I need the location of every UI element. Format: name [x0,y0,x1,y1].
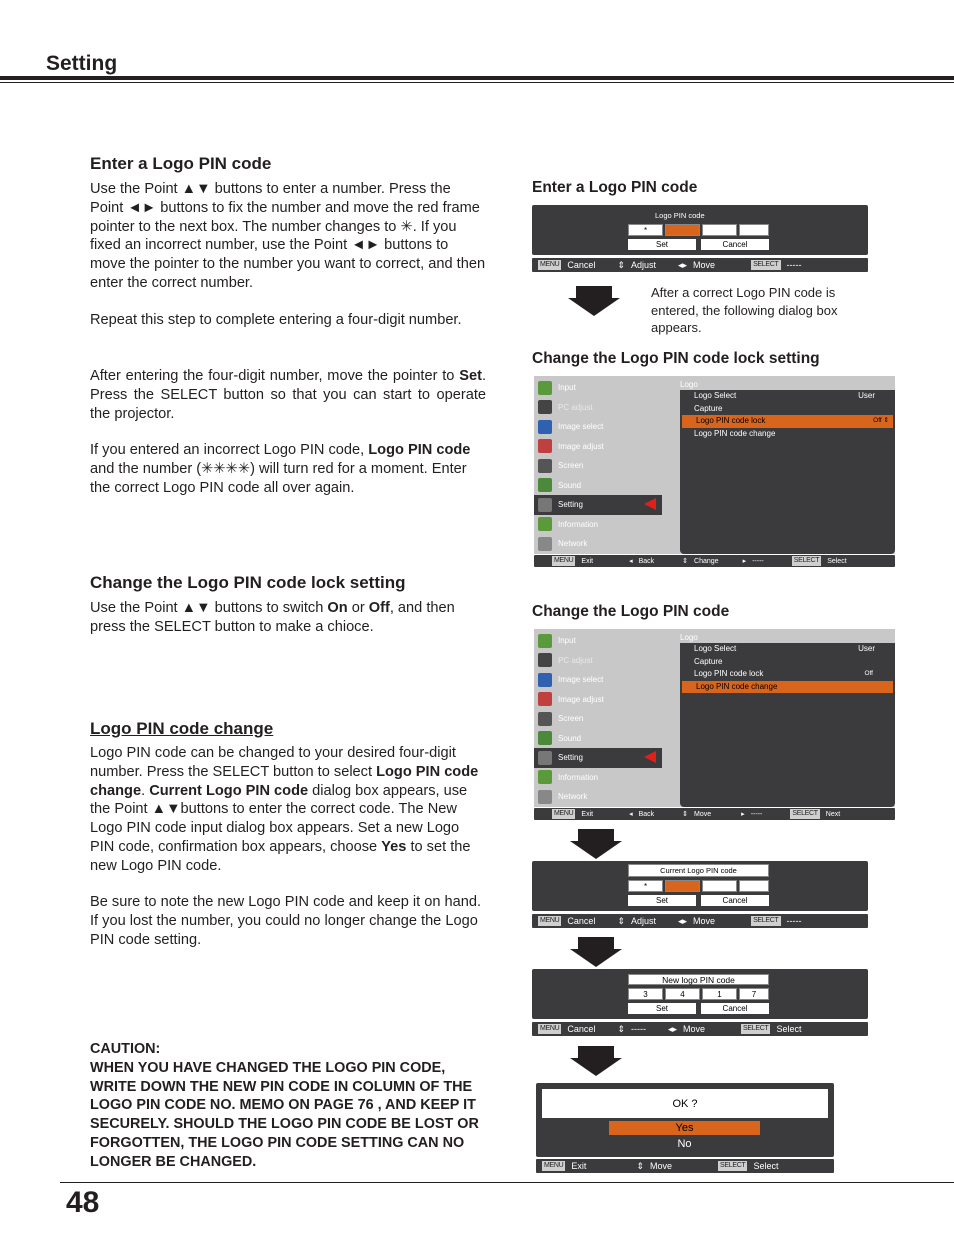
label: Logo [680,380,698,389]
submenu-header [680,629,895,643]
logo-pin-change-item[interactable] [682,681,893,694]
image-select-icon [538,420,552,434]
menu-item-screen[interactable] [534,456,662,476]
leftright-icon: ◂▸ [678,915,688,926]
select-key-icon: SELECT [720,1162,746,1169]
image-select-icon [538,673,552,687]
guide-text: ----- [752,557,764,565]
guide-text: Back [638,557,655,565]
text: Use the Point ▲▼ buttons to enter a number. Press the Point ◄► buttons to fix the number and move the red frame pointer to the next box. The number changes to [90,181,480,235]
label: Logo Select [694,391,737,400]
asterisk-symbols: ✳✳✳✳ [201,460,251,477]
menu-item-sound[interactable] [534,729,662,749]
s2-para [90,599,486,637]
input-icon [538,381,552,395]
label: Input [558,636,576,646]
caution-body: WHEN YOU HAVE CHANGED THE LOGO PIN CODE, WRITE DOWN THE NEW PIN CODE IN COLUMN OF THE LOGO PIN CODE NO. MEMO ON PAGE 76 , AND KEEP IT SECURELY. SHOULD THE LOGO PIN CODE BE LOST OR FORGOTTEN, THE LOGO PIN CODE SETTING CAN NO LONGER BE CHANGED. [90,1059,479,1170]
guide-text: ----- [786,260,802,270]
red-pointer-icon [644,751,656,763]
note-text: After a correct Logo PIN code is entered, the following dialog box appears. [651,285,838,335]
menu-key-icon: MENU [540,1025,560,1032]
text: to set the new Logo PIN code. [90,838,471,874]
label: Network [558,792,588,802]
pin-digit-1[interactable]: * [628,880,663,892]
image-adjust-icon [538,692,552,706]
text: Logo PIN code can be changed to your desired four-digit number. Press the SELECT button to select [90,745,456,780]
pc-adjust-icon [538,400,552,414]
menu-item-network[interactable] [534,534,662,554]
confirm-dialog [536,1083,834,1157]
menu-item-sound[interactable] [534,476,662,496]
value: User [858,644,875,653]
logo-select-item[interactable] [680,643,895,656]
pc-adjust-icon [538,653,552,667]
label: Input [558,383,576,393]
main-menu [534,376,662,554]
menu-item-image-select[interactable] [534,670,662,690]
pin-digit-1[interactable]: * [628,224,663,236]
guide-bar-current [532,914,868,928]
menu-item-image-select[interactable] [534,417,662,437]
menu-key-icon: MENU [554,557,574,564]
down-arrow-icon [570,1046,622,1076]
down-arrow-icon [570,937,622,967]
menu-screen-lock [534,376,895,554]
header-rule [0,76,954,80]
label: Screen [558,461,584,471]
label: Logo Select [694,644,737,653]
screen-icon [538,712,552,726]
updown-icon: ⇕ [636,1160,644,1171]
menu-item-input[interactable] [534,631,662,651]
left-icon: ◂ [629,811,633,818]
label: Network [558,539,588,549]
menu-item-image-adjust[interactable] [534,690,662,710]
label: Logo PIN code lock [694,669,764,678]
gap [662,376,680,554]
information-icon [538,770,552,784]
image-adjust-icon [538,439,552,453]
label: Logo PIN code change [696,681,778,691]
pin-digit-3[interactable]: 1 [702,988,737,1000]
asterisk-symbol: ✳ [400,218,413,235]
label: Image adjust [558,694,604,704]
caption-lock-setting: Change the Logo PIN code lock setting [532,350,820,367]
guide-text: Change [694,557,719,565]
text: . Press the SELECT button so that you can start to operate the projector. [90,368,486,422]
capture-item[interactable] [680,403,895,416]
menu-key-icon: MENU [540,917,560,924]
menu-item-information[interactable] [534,515,662,535]
guide-text: ----- [630,1024,646,1034]
label: Setting [558,500,583,510]
guide-text: Exit [571,1161,587,1171]
section-title: Setting [46,52,118,75]
updown-icon: ⇕ [682,811,689,818]
select-key-icon: SELECT [793,557,820,564]
new-pin-dialog [532,969,868,1019]
text: If you entered an incorrect Logo PIN code, [90,442,369,458]
menu-item-screen[interactable] [534,709,662,729]
logo-submenu [680,376,895,554]
guide-bar-lock [534,555,895,567]
guide-text: Cancel [567,916,596,926]
cancel-button[interactable]: Cancel [701,239,769,250]
guide-text: Select [753,1161,779,1171]
s3-title: Logo PIN code change [90,719,274,738]
pin-digit-4[interactable] [739,224,769,236]
value: User [858,391,875,400]
guide-text: Cancel [567,260,596,270]
logo-pin-change-item[interactable] [680,428,895,441]
guide-text: Move [683,1024,706,1034]
label: PC adjust [558,402,593,412]
capture-item[interactable] [680,656,895,669]
guide-text: Select [827,557,847,565]
label: Logo [680,633,698,642]
cancel-button[interactable]: Cancel [701,895,769,906]
text: . If you fixed an incorrect number, use the Point ◄► buttons to move the pointer to the number you want to correct, and then enter the correct number. [90,218,486,291]
set-button[interactable]: Set [628,239,696,250]
bold-text: On [327,600,348,616]
label: Capture [694,656,723,666]
leftright-icon: ◂▸ [678,259,688,270]
guide-text: ----- [786,916,802,926]
ok-question: OK ? [542,1089,828,1118]
current-pin-dialog [532,861,868,911]
s1-title: Enter a Logo PIN code [90,154,272,173]
updown-icon: ⇕ [617,915,625,926]
pin-digit-4[interactable] [739,880,769,892]
menu-item-pc-adjust[interactable] [534,651,662,671]
guide-text: Next [825,810,841,818]
dialog-title: Logo PIN code [655,211,705,220]
menu-list [534,629,662,807]
label: Image select [558,422,604,432]
text: ) will turn red for a moment. Enter the correct Logo PIN code all over again. [90,460,467,496]
guide-text: Adjust [630,916,656,926]
label: Information [558,772,599,782]
value: Off ⇕ [873,417,889,424]
logo-select-item[interactable] [680,390,895,403]
down-arrow-icon [570,829,622,859]
setting-icon [538,751,552,765]
caution-title: CAUTION: [90,1041,161,1057]
guide-text: ----- [750,810,763,818]
guide-bar-change [534,808,895,820]
pin-digit-1[interactable]: 3 [628,988,663,1000]
dialog-title: Current Logo PIN code [628,864,769,877]
submenu-header [680,376,895,390]
pin-entry-dialog [532,205,868,255]
pin-digit-2[interactable] [665,224,700,236]
main-menu [534,629,662,807]
select-key-icon: SELECT [753,917,779,924]
menu-key-icon: MENU [544,1162,564,1169]
guide-text: Move [649,1161,672,1171]
s1-para1 [90,180,486,293]
pin-digit-3[interactable] [702,224,737,236]
red-pointer-icon [644,498,656,510]
text: dialog box appears, use the Point ▲▼buttons to enter the correct code. The New Logo PIN code input dialog box appears. Set a new Logo PIN code, confirmation box appears, choose [90,782,468,855]
updown-icon: ⇕ [617,259,625,270]
guide-text: Cancel [567,1024,596,1034]
logo-submenu [680,629,895,807]
pin-digit-2[interactable] [665,880,700,892]
leftright-icon: ◂▸ [667,1023,678,1034]
guide-text: Move [694,810,712,818]
dialog-title: New logo PIN code [628,974,769,985]
pin-digit-3[interactable] [702,880,737,892]
gap [662,629,680,807]
yes-button[interactable]: Yes [609,1121,760,1135]
s1-para4 [90,441,486,497]
guide-text: Select [776,1024,802,1034]
caption-change-pin: Change the Logo PIN code [532,603,730,620]
menu-item-pc-adjust[interactable] [534,398,662,418]
updown-icon: ⇕ [682,558,689,565]
guide-text: Move [693,260,716,270]
menu-screen-change [534,629,895,807]
label: Sound [558,480,582,490]
input-icon [538,634,552,648]
label: PC adjust [558,655,593,665]
text: . [141,782,150,799]
s1-para3 [90,367,486,423]
s3-para1 [90,744,486,876]
network-icon [538,537,552,551]
left-icon: ◂ [629,558,633,565]
guide-bar [532,258,868,272]
guide-bar-confirm [536,1159,834,1173]
footer-rule [60,1182,954,1183]
logo-pin-lock-item[interactable] [680,668,895,681]
menu-list [534,376,662,554]
guide-bar-new [532,1022,868,1036]
s2-title: Change the Logo PIN code lock setting [90,573,406,592]
sound-icon [538,478,552,492]
updown-icon: ⇕ [617,1023,625,1034]
page-number: 48 [66,1186,100,1219]
set-button[interactable]: Set [628,1003,696,1014]
setting-icon [538,498,552,512]
guide-text: Adjust [630,260,656,270]
menu-key-icon: MENU [540,261,560,268]
pin-digit-4[interactable]: 7 [739,988,769,1000]
information-icon [538,517,552,531]
bold-text: Yes [381,838,407,855]
text: or [347,600,369,616]
guide-text: Exit [581,810,594,818]
set-button[interactable]: Set [628,895,696,906]
guide-text: Back [638,810,655,818]
caution-block [90,1040,490,1172]
logo-pin-lock-item[interactable] [682,415,893,428]
pin-digit-2[interactable]: 4 [665,988,700,1000]
label: Capture [694,403,723,413]
text: Use the Point ▲▼ buttons to switch [90,600,328,616]
cancel-button[interactable]: Cancel [701,1003,769,1014]
text: , and then press the SELECT button to make a chioce. [90,600,455,635]
menu-item-image-adjust[interactable] [534,437,662,457]
label: Information [558,519,599,529]
bold-text: Set [459,368,482,384]
menu-item-setting[interactable] [534,748,662,768]
menu-item-information[interactable] [534,768,662,788]
label: Sound [558,733,582,743]
label: Logo PIN code lock [696,416,766,425]
label: Setting [558,753,583,763]
menu-item-network[interactable] [534,787,662,807]
no-button[interactable]: No [677,1138,692,1150]
text: and the number ( [90,460,202,477]
label: Logo PIN code change [694,428,776,438]
header-rule-thin [0,82,954,83]
right-icon: ▸ [741,811,745,818]
select-key-icon: SELECT [753,261,779,268]
value: Off [864,670,873,677]
guide-text: Exit [581,557,594,565]
sound-icon [538,731,552,745]
menu-item-input[interactable] [534,378,662,398]
down-arrow-icon [568,286,620,316]
label: Screen [558,714,584,724]
select-key-icon: SELECT [743,1025,769,1032]
bold-text: Logo PIN code [368,442,471,458]
select-key-icon: SELECT [792,810,818,817]
menu-item-setting[interactable] [534,495,662,515]
s3-para2: Be sure to note the new Logo PIN code and keep it on hand. If you lost the number, you could no longer change the Logo PIN code setting. [90,894,482,948]
menu-key-icon: MENU [554,810,574,817]
right-icon: ▸ [742,558,747,565]
caption-enter-pin: Enter a Logo PIN code [532,179,698,196]
text: After entering the four-digit number, move the pointer to [90,368,460,384]
label: Image adjust [558,441,604,451]
bold-text: Logo PIN code change [90,763,479,799]
screen-icon [538,459,552,473]
bold-text: Off [368,600,390,616]
label: Image select [558,675,604,685]
s1-para2: Repeat this step to complete entering a four-digit number. [90,312,462,328]
network-icon [538,790,552,804]
guide-text: Move [693,916,716,926]
bold-text: Current Logo PIN code [149,782,309,799]
